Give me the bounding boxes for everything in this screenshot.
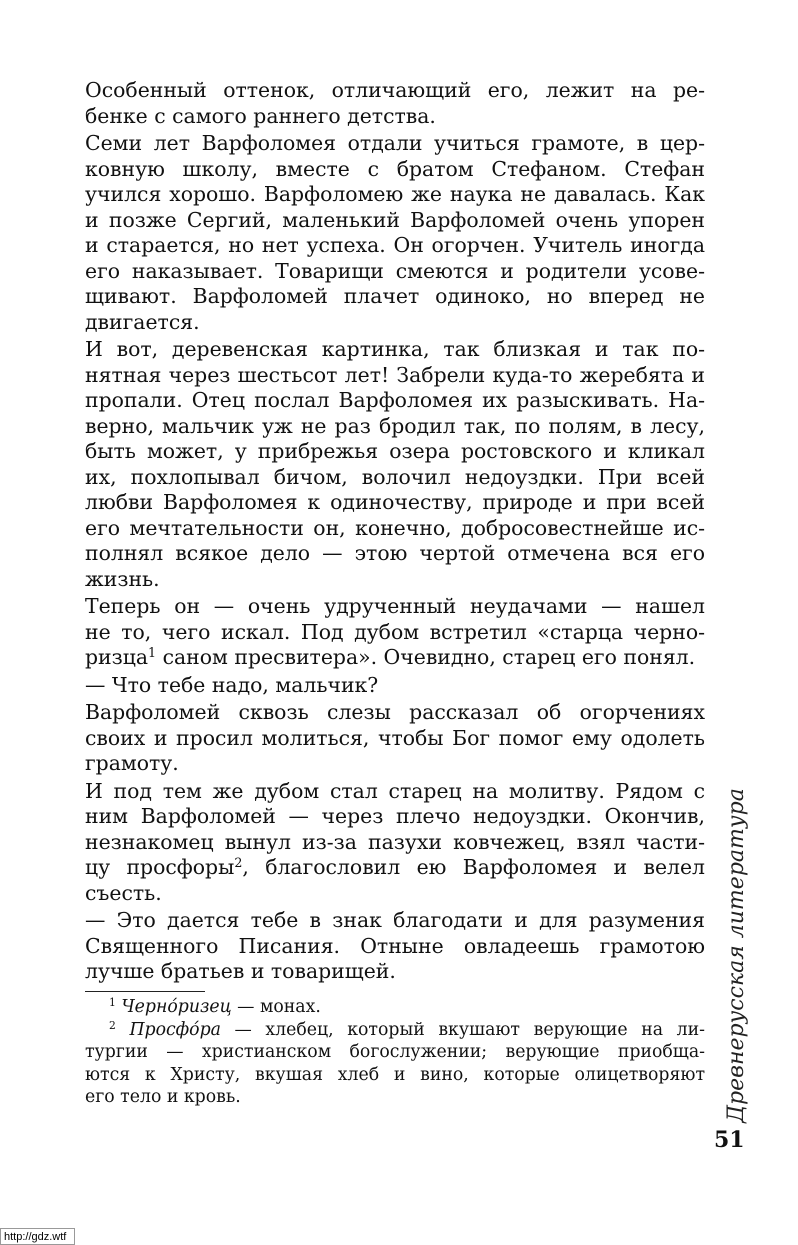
text-line: щивают. Варфоломей плачет одиноко, но вперед не: [85, 284, 705, 308]
footnote-1: [85, 996, 705, 1019]
text-line: нятная через шестьсот лет! Забрели куда-то жеребята и: [85, 362, 705, 387]
footnote-term: Черно́ризец: [121, 997, 232, 1017]
text-line: [85, 855, 705, 881]
text-line: съесть.: [85, 880, 162, 905]
text-line: быть может, у прибрежья озера ростовского и кликал: [85, 439, 705, 463]
text-line: верно, мальчик уж не раз бродил так, по полям, в лесу,: [85, 413, 705, 438]
text-line: И вот, деревенская картинка, так близкая и так по-: [85, 337, 705, 361]
text-fragment: , благословил ею Варфоломея и велел: [242, 855, 705, 879]
paragraph-2: [85, 131, 705, 335]
text-line: Семи лет Варфоломея отдали учиться грамоте, в цер-: [85, 131, 705, 155]
text-line: учился хорошо. Варфоломею же наука не давалась. Как: [85, 182, 705, 206]
text-fragment: цу просфоры: [85, 855, 235, 879]
footnote-number: 1: [109, 996, 116, 1010]
footnote-divider: [85, 991, 205, 992]
text-line: двигается.: [85, 309, 200, 334]
paragraph-6: [85, 700, 705, 777]
text-line: [85, 645, 705, 671]
text-line: своих и просил молиться, чтобы Бог помог ему одолеть: [85, 725, 705, 750]
page-number: 51: [714, 1127, 745, 1153]
text-line: — Что тебе надо, мальчик?: [85, 672, 379, 697]
text-line: грамоту.: [85, 751, 179, 775]
footnote-line: его тело и кровь.: [85, 1087, 241, 1107]
footnote-text: — хлебец, который вкушают верующие на ли-: [220, 1019, 705, 1040]
text-line: Священного Писания. Отныне овладеешь грамотою: [85, 933, 705, 958]
section-title-text: Древнерусская литература: [723, 787, 749, 1123]
paragraph-4: [85, 594, 705, 671]
text-line: и позже Сергий, маленький Варфоломей очень упорен: [85, 207, 705, 232]
text-line: И под тем же дубом стал старец на молитву. Рядом с: [85, 778, 705, 803]
text-line: любви Варфоломея к одиночеству, природе и при всей: [85, 490, 705, 514]
paragraph-3: [85, 337, 705, 592]
paragraph-5: [85, 673, 705, 699]
text-line: Теперь он — очень удрученный неудачами — нашел: [85, 594, 705, 618]
footnote-line: [85, 996, 705, 1019]
main-text: [85, 78, 705, 987]
footnote-term: Просфо́ра: [129, 1019, 221, 1040]
paragraph-1: [85, 78, 705, 129]
footnote-number: 2: [109, 1018, 116, 1032]
footnote-line: тургии — христианском богослужении; верующие приобща-: [85, 1042, 705, 1062]
text-line: не то, чего искал. Под дубом встретил «старца черно-: [85, 619, 705, 644]
running-section-title: [716, 787, 756, 1123]
footnote-ref-2[interactable]: 2: [234, 855, 243, 871]
text-line: ним Варфоломей — через плечо недоуздки. Окончив,: [85, 804, 705, 828]
footnote-line: [85, 1019, 705, 1042]
text-line: ковную школу, вместе с братом Стефаном. Стефан: [85, 156, 705, 181]
paragraph-8: [85, 908, 705, 985]
footnotes: [85, 996, 705, 1109]
footnote-text: — монах.: [231, 997, 321, 1017]
text-line: Варфоломей сквозь слезы рассказал об огорчениях: [85, 700, 705, 724]
text-fragment: ризца: [85, 645, 149, 669]
footnote-ref-1[interactable]: 1: [148, 645, 157, 661]
footnote-line: ются к Христу, вкушая хлеб и вино, которые олицетворяют: [85, 1064, 705, 1085]
text-line: пропали. Отец послал Варфоломея их разыскивать. На-: [85, 388, 705, 412]
text-line: лучше братьев и товарищей.: [85, 959, 396, 983]
text-line: — Это дается тебе в знак благодати и для разумения: [85, 908, 705, 932]
text-line: полнял всякое дело — этою чертой отмечена вся его: [85, 541, 705, 565]
watermark-link[interactable]: http://gdz.wtf: [0, 1228, 75, 1245]
text-line: и старается, но нет успеха. Он огорчен. Учитель иногда: [85, 233, 705, 257]
text-line: незнакомец вынул из-за пазухи ковчежец, взял части-: [85, 829, 705, 854]
footnote-2: [85, 1019, 705, 1109]
text-line: его наказывает. Товарищи смеются и родители усове-: [85, 258, 705, 283]
text-line: их, похлопывал бичом, волочил недоуздки. При всей: [85, 464, 705, 489]
text-line: Особенный оттенок, отличающий его, лежит на ре-: [85, 78, 705, 102]
text-line: его мечтательности он, конечно, добросовестнейше ис-: [85, 515, 705, 540]
text-line: жизнь.: [85, 566, 160, 591]
text-line: бенке с самого раннего детства.: [85, 103, 436, 128]
text-fragment: саном пресвитера». Очевидно, старец его понял.: [156, 645, 696, 669]
paragraph-7: [85, 779, 705, 907]
